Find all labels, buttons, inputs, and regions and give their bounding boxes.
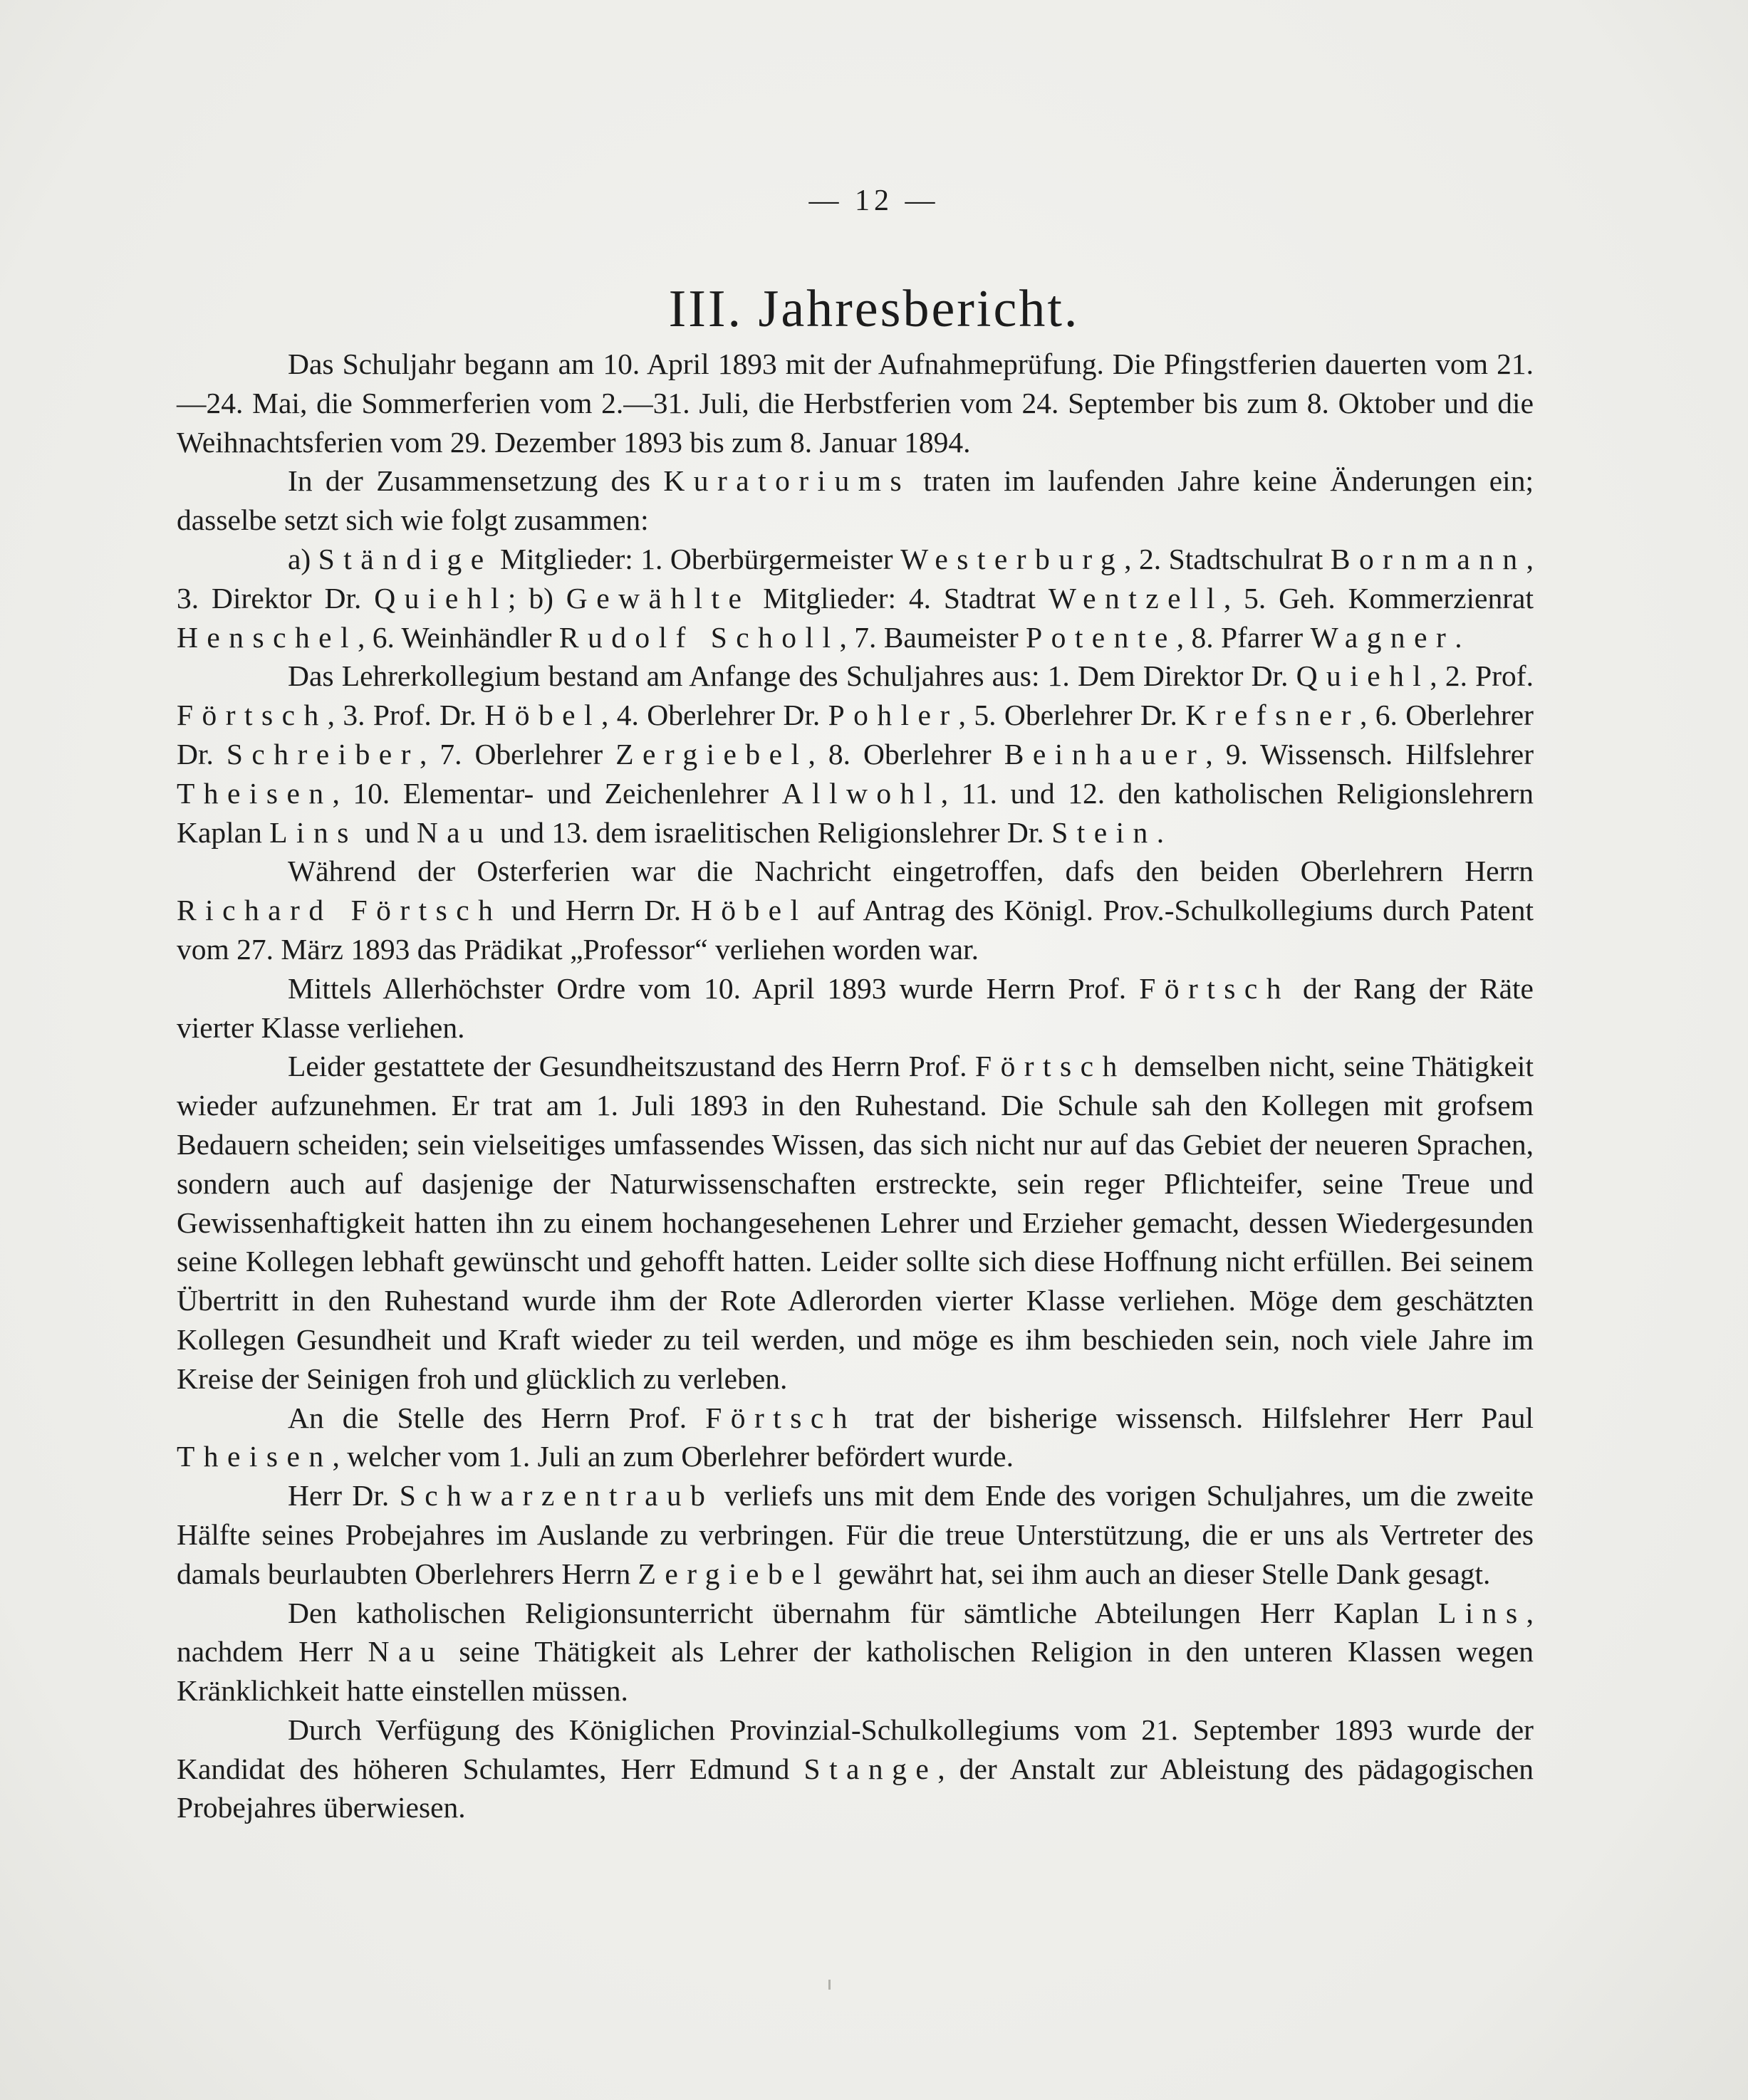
spaced-name: Stange [803,1752,938,1785]
spaced-name: Schwarzentraub [399,1479,714,1513]
text-span: , 3. Prof. Dr. [327,699,485,732]
text-span: Herr Dr. [288,1479,400,1513]
text-span: gewährt hat, sei ihm auch an dieser Stelle Dank gesagt. [830,1557,1491,1590]
text-span: In der Zusammensetzung des [288,464,664,498]
text-span: auf Antrag des Königl. Prov.-Schulkollegiums durch Patent vom 27. März 1893 das Prädikat „Professor“ verliehen worden war. [177,894,1534,966]
spaced-name: Theisen [177,776,333,810]
text-span: verliefs uns mit dem Ende des vorigen Schuljahres, um die zweite Hälfte seines Probejahres im Auslande zu verbringen. Für die treue Unterstützung, die er uns als Vertreter des damals beurlaubten Oberlehrers Herrn [177,1479,1534,1590]
text-span: Leider gestattete der Gesundheitszustand des Herrn Prof. [288,1050,976,1083]
spaced-name: Nau [368,1635,444,1668]
page-number: — 12 — [808,184,940,217]
spaced-name: Nau [416,815,493,849]
text-span: Mitglieder: 4. Stadtrat [750,581,1049,615]
text-span: und Herrn Dr. [501,894,691,927]
spaced-name: Beinhauer [1004,737,1206,770]
section-heading: III. Jahresbericht. [668,280,1080,338]
spaced-name: Allwohl [781,776,941,810]
spaced-term: Ständige [318,542,493,575]
spaced-name: Zergiebel [615,737,808,770]
spaced-name: Lins [1438,1596,1526,1629]
text-span: Das Schuljahr begann am 10. April 1893 mit der Aufnahmeprüfung. Die Pfingstferien dauerten vom 21.—24. Mai, die Sommerferien vom 2.—31. Juli, die Herbstferien vom 24. September bis zum 8. Oktober und die Weihnachtsferien vom 29. Dezember 1893 bis zum 8. Januar 1894. [177,348,1534,459]
scan-mark [828,1980,831,1990]
paragraph-candidate [177,1710,1534,1827]
text-span: demselben nicht, seine Thätigkeit wieder aufzunehmen. Er trat am 1. Juli 1893 in den Ruhestand. Die Schule sah den Kollegen mit grofsem Bedauern scheiden; sein vielseitiges umfassendes Wissen, das sich nicht nur auf das Gebiet der neueren Sprachen, sondern auch auf dasjenige der Naturwissenschaften erstreckte, sein reger Pflichteifer, seine Treue und Gewissenhaftigkeit hatten ihn zu einem hochangesehenen Lehrer und Erzieher gemacht, dessen Wiedergesunden seine Kollegen lebhaft gewünscht und gehofft hatten. Leider sollte sich diese Hoffnung nicht erfüllen. Bei seinem Übertritt in den Ruhestand wurde ihm der Rote Adlerorden vierter Klasse verliehen. Möge dem geschätzten Kollegen Gesundheit und Kraft wieder zu teil werden, und möge es ihm beschieden sein, noch viele Jahre im Kreise der Seinigen froh und glücklich zu verleben. [177,1050,1534,1395]
spaced-name: Zergiebel [638,1557,831,1590]
text-span: , welcher vom 1. Juli an zum Oberlehrer befördert wurde. [332,1440,1014,1473]
paragraph-teaching-staff [177,657,1534,852]
text-span: , 8. Pfarrer [1176,620,1311,654]
spaced-name: Krefsner [1185,699,1361,732]
spaced-name: Rudolf Scholl [558,620,840,654]
paragraph-departure [177,1476,1534,1593]
text-span: , 10. Elementar- und Zeichenlehrer [332,776,782,810]
spaced-name: Stein [1051,815,1157,849]
spaced-term: Gewählte [566,581,751,615]
spaced-name: Pohler [828,699,959,732]
text-span: seine Thätigkeit als Lehrer der katholischen Religion in den unteren Klassen wegen Kränklichkeit hatte einstellen müssen. [177,1635,1534,1708]
spaced-term: Kuratoriums [663,464,911,498]
text-span: Mitglieder: 1. Oberbürgermeister [492,542,901,575]
spaced-name: Theisen [177,1440,333,1473]
paragraph-school-year [177,345,1534,461]
body-text [177,345,1534,1827]
spaced-name: Förtsch [975,1050,1126,1083]
text-span: , 2. Prof. [1430,659,1534,693]
paragraph-successor [177,1399,1534,1477]
text-span: Den katholischen Religionsunterricht übernahm für sämtliche Abteilungen Herr Kaplan [288,1596,1439,1629]
spaced-name: Lins [269,815,358,849]
text-span: a) [288,542,318,575]
text-span: , der Anstalt zur Ableistung des pädagogischen Probejahres überwiesen. [177,1752,1534,1824]
paragraph-rank [177,969,1534,1048]
paragraph-kuratorium-members [177,540,1534,657]
text-span: und [357,815,417,849]
spaced-name: Wentzell [1048,581,1224,615]
text-span: der Rang der Räte vierter Klasse verliehen. [177,971,1534,1044]
spaced-name: Schreiber [226,737,420,770]
text-span: , 5. Oberlehrer Dr. [958,699,1186,732]
spaced-name: Bornmann [1330,542,1526,575]
text-span: , 7. Baumeister [839,620,1026,654]
text-span: , 3. Direktor Dr. [177,542,1534,615]
spaced-name: Förtsch [177,699,328,732]
spaced-name: Wagner [1310,620,1455,654]
spaced-name: Höbel [690,894,808,927]
text-span: . [1455,620,1462,654]
text-span: An die Stelle des Herrn Prof. [288,1401,706,1434]
text-span: . [1156,815,1165,849]
text-span: , 4. Oberlehrer Dr. [601,699,828,732]
spaced-name: Höbel [484,699,602,732]
spaced-name: Potente [1026,620,1177,654]
paragraph-kuratorium [177,461,1534,540]
text-span: , nachdem Herr [177,1596,1534,1668]
text-span: , 8. Oberlehrer [808,737,1004,770]
spaced-name: Westerburg [900,542,1125,575]
text-span: , 9. Wissensch. Hilfslehrer [1205,737,1534,770]
text-span: und 13. dem israelitischen Religionslehrer Dr. [492,815,1052,849]
paragraph-professor-title [177,852,1534,968]
spaced-name: Henschel [177,620,358,654]
text-span: ; b) [507,581,566,615]
spaced-name: Förtsch [705,1401,856,1434]
text-span: , 6. Weinhändler [358,620,559,654]
paragraph-retirement [177,1047,1534,1398]
spaced-name: Quiehl [374,581,508,615]
spaced-name: Förtsch [1139,971,1290,1005]
text-span: Mittels Allerhöchster Ordre vom 10. April 1893 wurde Herrn Prof. [288,971,1140,1005]
text-span: Das Lehrerkollegium bestand am Anfange des Schuljahres aus: 1. Dem Direktor Dr. [288,659,1296,693]
text-span: , 7. Oberlehrer [419,737,616,770]
spaced-name: Richard Förtsch [177,894,502,927]
text-span: trat der bisherige wissensch. Hilfslehrer Herr Paul [855,1401,1534,1434]
text-span: , 5. Geh. Kommerzienrat [1223,581,1534,615]
text-span: , 11. und 12. den katholischen Religionslehrern Kaplan [177,776,1534,849]
spaced-name: Quiehl [1296,659,1430,693]
paragraph-religion [177,1594,1534,1710]
text-span: , 6. Oberlehrer Dr. [177,699,1534,770]
text-span: , 2. Stadtschulrat [1124,542,1331,575]
text-span: Durch Verfügung des Königlichen Provinzial-Schulkollegiums vom 21. September 1893 wurde der Kandidat des höheren Schulamtes, Herr Edmund [177,1713,1534,1785]
text-span: Während der Osterferien war die Nachricht eingetroffen, dafs den beiden Oberlehrern Herrn [288,855,1534,888]
text-span: traten im laufenden Jahre keine Änderungen ein; dasselbe setzt sich wie folgt zusammen: [177,464,1534,537]
